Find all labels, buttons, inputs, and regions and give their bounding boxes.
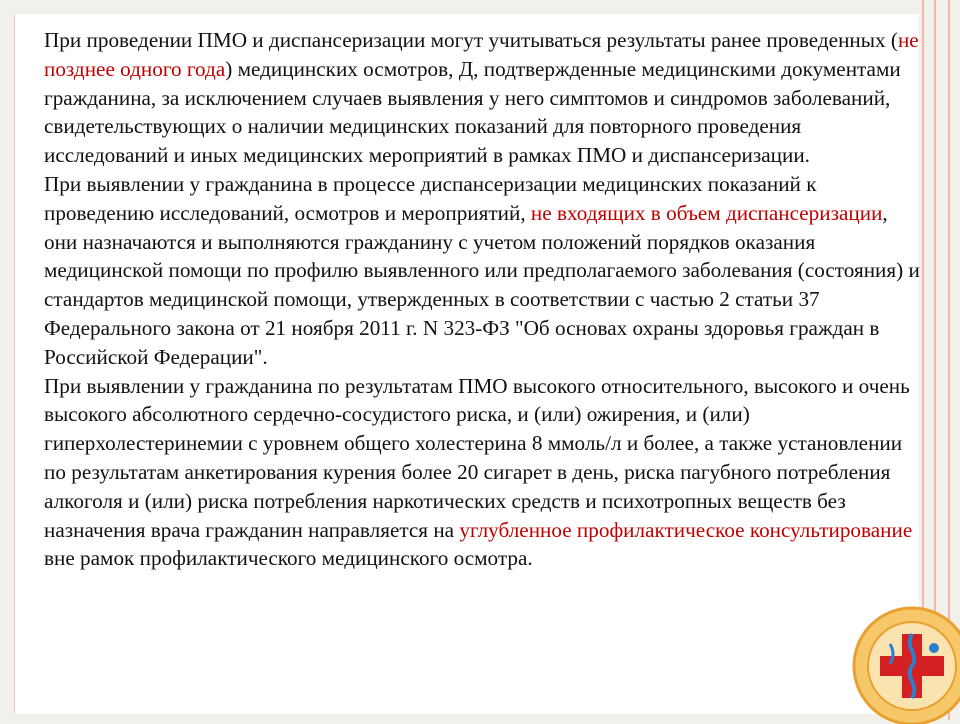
- highlight-not-in-scope: не входящих в объем диспансеризации: [530, 200, 883, 225]
- text-segment: вне рамок профилактического медицинского осмотра.: [44, 546, 533, 571]
- text-segment: При выявлении у гражданина по результатам ПМО высокого относительного, высокого и очень высокого абсолютного сердечно-сосудистого риска, и (или) ожирения, и (или) гиперхолестеринемии с уровнем общего холестерина 8 ммоль/л и более, а также установлении по результатам анкетирования курения более 20 сигарет в день, риска пагубного потребления алкоголя и (или) риска потребления наркотических средств и психотропных веществ без назначения врача гражданин направляется на: [44, 373, 910, 542]
- slide-body: [44, 26, 924, 573]
- medical-emblem-seal-icon: [850, 604, 960, 724]
- text-segment: ) медицинских осмотров, Д, подтвержденные медицинскими документами гражданина, за исключением случаев выявления у него симптомов и синдромов заболеваний, свидетельствующих о наличии медицинских показаний для повторного проведения исследований и иных медицинских мероприятий в рамках ПМО и диспансеризации.: [44, 56, 901, 168]
- paragraph-1: [44, 26, 924, 170]
- highlight-not-later-than-one-year: не позднее одного года: [44, 28, 919, 81]
- paragraph-2: [44, 170, 924, 372]
- highlight-counseling: углубленное профилактическое консультирование: [459, 517, 913, 542]
- text-segment: При выявлении у гражданина в процессе диспансеризации медицинских показаний к проведению исследований, осмотров и мероприятий,: [44, 171, 817, 225]
- paragraph-3: [44, 372, 924, 574]
- text-segment: , они назначаются и выполняются гражданину с учетом положений порядков оказания медицинской помощи по профилю выявленного или предполагаемого заболевания (состояния) и стандартов медицинской помощи, утвержденных в соответствии с частью 2 статьи 37 Федерального закона от 21 ноября 2011 г. N 323-ФЗ "Об основах охраны здоровья граждан в Российской Федерации".: [44, 200, 920, 369]
- text-segment: При проведении ПМО и диспансеризации могут учитываться результаты ранее проведенных (: [44, 28, 898, 52]
